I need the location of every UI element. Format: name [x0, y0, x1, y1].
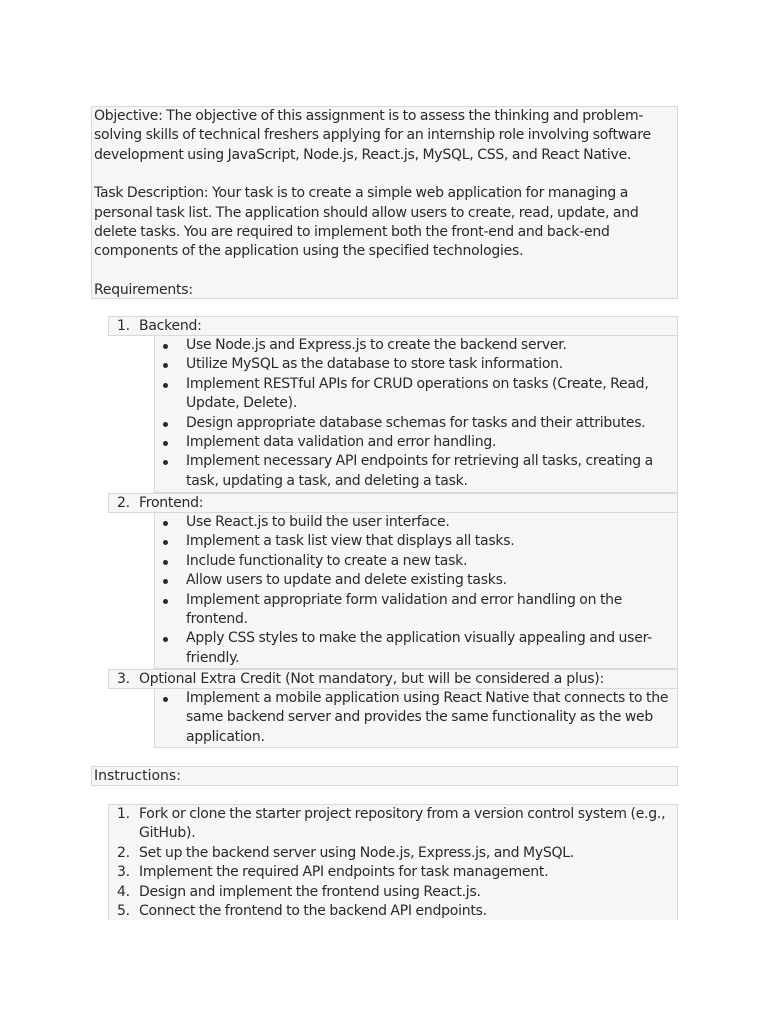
list-item: Implement data validation and error handling. — [155, 433, 677, 452]
list-number: 3. — [117, 671, 130, 687]
list-number: 2. — [117, 495, 130, 511]
list-item: 3. Implement the required API endpoints for task management. — [117, 864, 549, 881]
list-item: Utilize MySQL as the database to store task information. — [155, 355, 677, 374]
requirement-item-backend — [108, 316, 678, 336]
instructions-list — [108, 804, 678, 920]
list-item: Implement a mobile application using React Native that connects to the same backend server and provides the same functionality as the web application. — [155, 689, 677, 747]
task-description-text: Task Description: Your task is to create a simple web application for managing a personal task list. The application should allow users to create, read, update, and delete tasks. You are required to implement both the front-end and back-end components of the application using the specified technologies. — [94, 185, 639, 260]
requirement-item-extra-credit — [108, 669, 678, 689]
backend-bullet-list — [154, 336, 678, 493]
bullet-icon — [163, 599, 168, 604]
requirement-title: Optional Extra Credit (Not mandatory, but will be considered a plus): — [139, 671, 604, 687]
list-item: Allow users to update and delete existing tasks. — [155, 571, 677, 590]
list-item: Design appropriate database schemas for tasks and their attributes. — [155, 414, 677, 433]
list-item: Implement appropriate form validation and error handling on the frontend. — [155, 591, 677, 630]
frontend-bullet-list — [154, 513, 678, 669]
requirement-title: Backend: — [139, 318, 202, 334]
bullet-icon — [163, 540, 168, 545]
list-item: 5. Connect the frontend to the backend API endpoints. — [117, 903, 487, 920]
bullet-icon — [163, 579, 168, 584]
extra-credit-bullet-list — [154, 689, 678, 748]
requirements-heading: Requirements: — [94, 281, 193, 298]
bullet-icon — [163, 560, 168, 565]
bullet-icon — [163, 383, 168, 388]
list-item: Implement necessary API endpoints for retrieving all tasks, creating a task, updating a task, and deleting a task. — [155, 452, 677, 491]
list-item: Use Node.js and Express.js to create the backend server. — [155, 336, 677, 355]
instructions-heading-box — [91, 766, 678, 786]
list-item: 1. Fork or clone the starter project repository from a version control system (e.g., GitHub). — [117, 806, 666, 842]
bullet-icon — [163, 460, 168, 465]
bullet-icon — [163, 422, 168, 427]
list-item: Implement a task list view that displays all tasks. — [155, 532, 677, 551]
objective-text: Objective: The objective of this assignment is to assess the thinking and problem-solving skills of technical freshers applying for an internship role involving software development using JavaScript, Node.js, React.js, MySQL, CSS, and React Native. — [94, 108, 651, 163]
list-item: Include functionality to create a new task. — [155, 552, 677, 571]
bullet-icon — [163, 697, 168, 702]
bullet-icon — [163, 521, 168, 526]
instructions-heading: Instructions: — [94, 768, 181, 784]
list-number: 1. — [117, 318, 130, 334]
list-item: Implement RESTful APIs for CRUD operations on tasks (Create, Read, Update, Delete). — [155, 375, 677, 414]
intro-section — [91, 106, 678, 299]
list-item: 2. Set up the backend server using Node.js, Express.js, and MySQL. — [117, 844, 575, 861]
requirement-title: Frontend: — [139, 495, 204, 511]
bullet-icon — [163, 363, 168, 368]
requirement-item-frontend — [108, 493, 678, 513]
list-item: Use React.js to build the user interface. — [155, 513, 677, 532]
bullet-icon — [163, 441, 168, 446]
list-item: Apply CSS styles to make the application visually appealing and user-friendly. — [155, 629, 677, 668]
list-item: 4. Design and implement the frontend using React.js. — [117, 883, 481, 900]
bullet-icon — [163, 637, 168, 642]
bullet-icon — [163, 344, 168, 349]
